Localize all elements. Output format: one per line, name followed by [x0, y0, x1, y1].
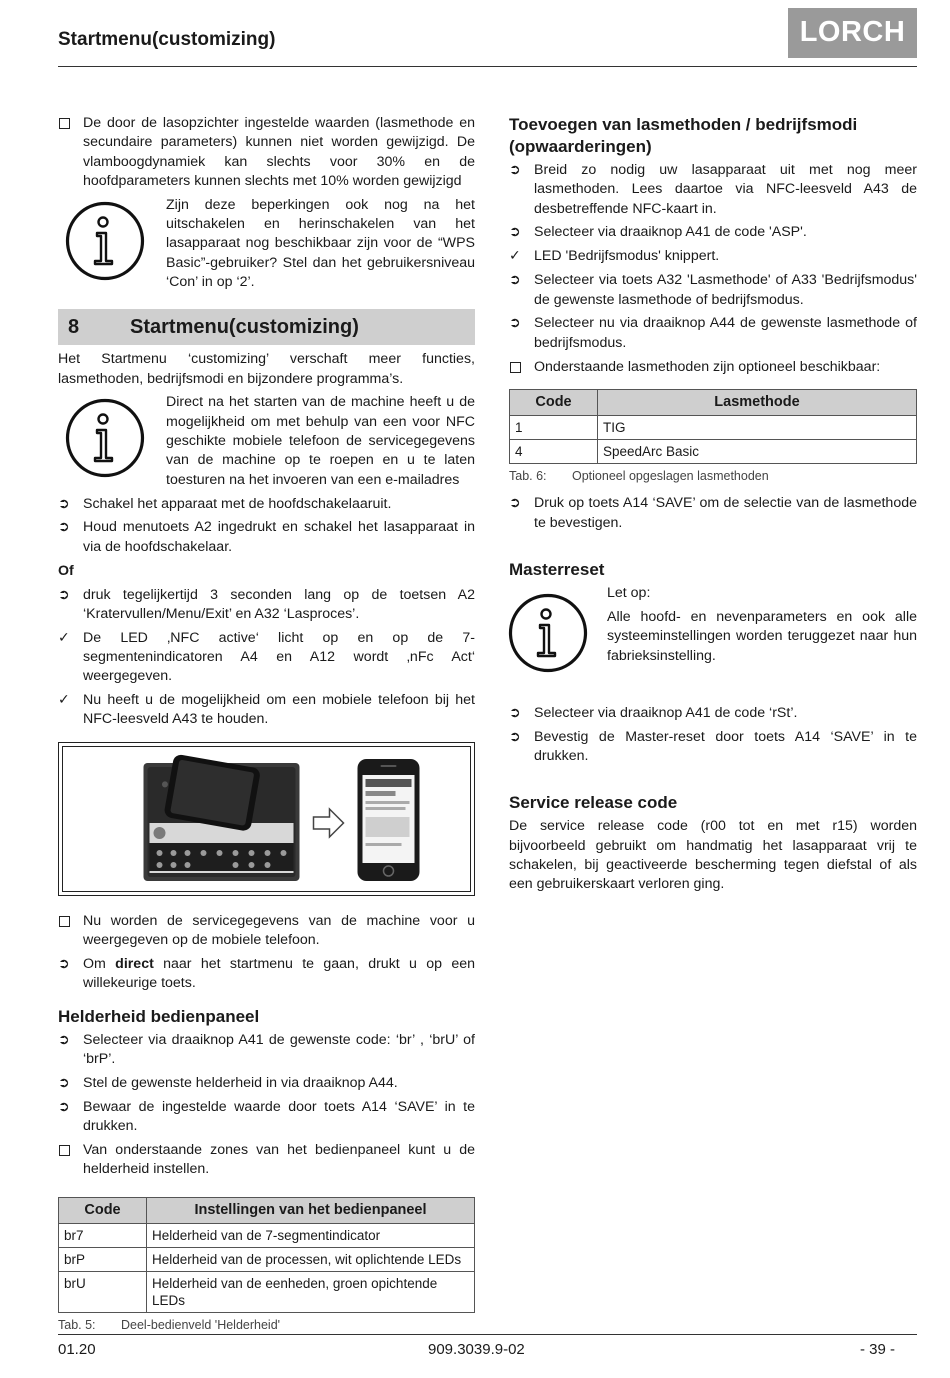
arrow-right-icon: ➲	[509, 224, 521, 241]
checkbox-icon	[58, 1141, 78, 1162]
info-icon	[507, 592, 589, 674]
chapter-heading: 8 Startmenu(customizing)	[58, 309, 475, 345]
page-header-title: Startmenu(customizing)	[58, 29, 276, 50]
arrow-right-icon: ➲	[58, 1098, 70, 1115]
footer-rule	[58, 1334, 917, 1335]
nfc-illustration	[63, 747, 470, 891]
list-item: ➲ Druk op toets A14 ‘SAVE’ om de selectie van de lasmethode te bevestigen.	[509, 495, 917, 531]
list-item: ➲ Houd menutoets A2 ingedrukt en schakel het lasapparaat in via de hoofdschakelaar.	[58, 519, 475, 555]
list-item: ➲ Schakel het apparaat met de hoofdschakelaaruit.	[58, 495, 475, 514]
table-caption: Tab. 5: Deel-bedienveld 'Helderheid'	[58, 1318, 281, 1333]
arrow-right-icon: ➲	[509, 704, 521, 721]
arrow-right-icon: ➲	[509, 495, 521, 512]
checkbox-icon	[58, 912, 78, 933]
nfc-figure	[58, 742, 475, 896]
left-column	[58, 114, 475, 1336]
list-item: ➲ druk tegelijkertijd 3 seconden lang op de toetsen A2 ‘Kratervullen/Menu/Exit’ en A32 ‘Lasproces’.	[58, 586, 475, 622]
page-number: - 39 -	[860, 1341, 896, 1358]
list-item: ➲ Bevestig de Master-reset door toets A14 ‘SAVE’ in te drukken.	[509, 728, 917, 765]
table-caption: Tab. 6: Optioneel opgeslagen lasmethoden	[509, 468, 769, 483]
section-heading-masterreset: Masterreset	[509, 559, 605, 579]
list-item: ➲ Breid zo nodig uw lasapparaat uit met nog meer lasmethoden. Lees daartoe via NFC-leesveld A43 de desbetreffende NFC-kaart in.	[509, 162, 917, 217]
list-item: ✓ LED 'Bedrijfsmodus' knippert.	[509, 247, 917, 266]
or-label: Of	[58, 562, 74, 579]
header-rule	[58, 66, 917, 67]
arrow-right-icon: ➲	[58, 519, 70, 536]
list-item: ➲ Selecteer via draaiknop A41 de code 'ASP'.	[509, 223, 917, 242]
list-item: ✓ Nu heeft u de mogelijkheid om een mobiele telefoon bij het NFC-leesveld A43 te houden.	[58, 692, 475, 728]
check-icon: ✓	[509, 248, 521, 265]
lorch-logo: LORCH	[788, 8, 917, 58]
table-header: Lasmethode	[598, 389, 917, 415]
arrow-right-icon: ➲	[509, 315, 521, 332]
footer-doc-number: 909.3039.9-02	[428, 1341, 525, 1358]
table-row: br7 Helderheid van de 7-segmentindicator	[59, 1224, 475, 1248]
info-note: Zijn deze beperkingen ook nog na het uitschakelen en herinschakelen van het lasapparaat nog beschikbaar zijn voor de “WPS Basic”-gebruiker? Stel dan het gebruikersniveau ‘Con’ in op ‘2’.	[58, 196, 475, 292]
intro-paragraph: Het Startmenu ‘customizing’ verschaft meer functies, lasmethoden, bedrijfsmodi en bijzondere programma’s.	[58, 351, 475, 387]
control-panel-image	[144, 752, 300, 881]
section-heading-add-methods: Toevoegen van lasmethoden / bedrijfsmodi (opwaarderingen)	[509, 115, 858, 156]
info-note: Let op: Alle hoofd- en nevenparameters en ook alle systeeminstellingen worden teruggezet naar hun fabrieksinstelling.	[509, 584, 917, 692]
arrow-right-icon	[314, 809, 344, 837]
checkbox-icon	[58, 114, 78, 135]
arrow-right-icon: ➲	[509, 272, 521, 289]
table-row: 1 TIG	[510, 415, 917, 439]
list-item: ➲ Selecteer via draaiknop A41 de code ‘rSt’.	[509, 704, 917, 723]
table-header: Code	[510, 389, 598, 415]
arrow-right-icon: ➲	[58, 495, 70, 512]
arrow-right-icon: ➲	[509, 728, 521, 745]
arrow-right-icon: ➲	[58, 955, 70, 972]
check-icon: ✓	[58, 692, 70, 709]
list-item: Van onderstaande zones van het bedienpaneel kunt u de helderheid instellen.	[58, 1141, 475, 1180]
info-icon	[64, 200, 146, 282]
table-header: Instellingen van het bedienpaneel	[147, 1198, 475, 1224]
list-item: Onderstaande lasmethoden zijn optioneel beschikbaar:	[509, 358, 917, 377]
arrow-right-icon: ➲	[58, 1031, 70, 1048]
arrow-right-icon: ➲	[509, 162, 521, 178]
list-item: ➲ Selecteer nu via draaiknop A44 de gewenste lasmethode of bedrijfsmodus.	[509, 315, 917, 351]
list-item: ➲ Bewaar de ingestelde waarde door toets A14 ‘SAVE’ in te drukken.	[58, 1098, 475, 1134]
info-icon	[64, 397, 146, 479]
service-release-text: De service release code (r00 tot en met r15) worden bijvoorbeeld gebruikt om handmatig het lasapparaat vrij te schakelen, bij geactiveerde bescherming tegen diefstal of als een gebruikerskaart verloren ging.	[509, 818, 917, 893]
right-column	[509, 114, 917, 899]
table-row: brP Helderheid van de processen, wit oplichtende LEDs	[59, 1248, 475, 1272]
list-item: ➲ Stel de gewenste helderheid in via draaiknop A44.	[58, 1074, 475, 1093]
arrow-right-icon: ➲	[58, 586, 70, 603]
section-heading-service-release: Service release code	[509, 793, 678, 813]
list-item: Nu worden de servicegegevens van de machine voor u weergegeven op de mobiele telefoon.	[58, 912, 475, 951]
table-row: 4 SpeedArc Basic	[510, 439, 917, 463]
list-item: ➲ Selecteer via draaiknop A41 de gewenste code: ‘br’ , ‘brU’ of ‘brP’.	[58, 1031, 475, 1067]
section-heading-brightness: Helderheid bedienpaneel	[58, 1006, 260, 1026]
footer-date: 01.20	[58, 1341, 96, 1358]
check-icon: ✓	[58, 629, 70, 646]
info-note: Direct na het starten van de machine heeft u de mogelijkheid om met behulp van een voor NFC geschikte mobiele telefoon de servicegegevens van de machine op te roepen en u te laten toesturen na het invoeren van een e-mailadres	[58, 393, 475, 489]
table-header: Code	[59, 1198, 147, 1224]
list-item: De door de lasopzichter ingestelde waarden (lasmethode en secundaire parameters) kunnen niet worden gewijzigd. De vlamboogdynamiek kan slechts voor 30% en de hoofdparameters kunnen slechts met 10% worden gewijzigd	[58, 114, 475, 191]
list-item: ➲ Selecteer via toets A32 'Lasmethode' of A33 'Bedrijfsmodus' de gewenste lasmethode of bedrijfsmodus.	[509, 272, 917, 308]
smartphone-image	[358, 759, 420, 881]
table-row: brU Helderheid van de eenheden, groen opichtende LEDs	[59, 1272, 475, 1313]
arrow-right-icon: ➲	[58, 1074, 70, 1091]
list-item: ➲ Om direct naar het startmenu te gaan, drukt u op een willekeurige toets.	[58, 955, 475, 992]
brightness-table	[58, 1197, 475, 1313]
welding-methods-table	[509, 389, 917, 464]
list-item: ✓ De LED ‚NFC active‘ licht op en op de 7-segmentenindicatoren A4 en A12 wordt ‚nFc Act‘ weergegeven.	[58, 629, 475, 685]
checkbox-icon	[509, 358, 529, 379]
